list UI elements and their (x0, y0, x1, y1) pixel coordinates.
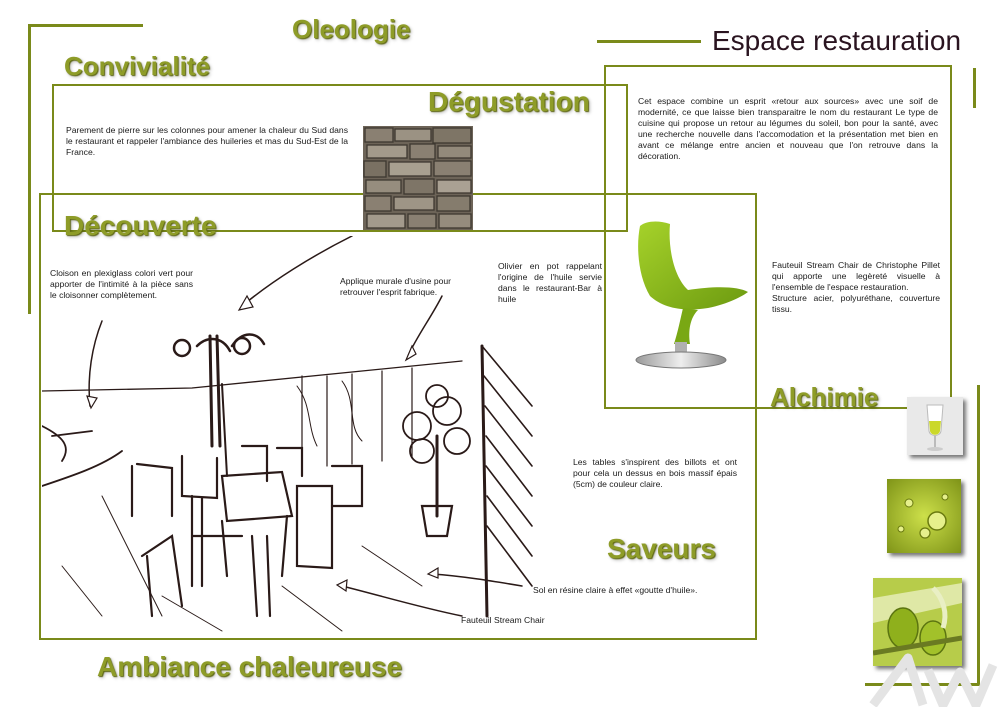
keyword-ambiance: Ambiance chaleureuse (97, 651, 403, 682)
top-left-frame-bar (28, 24, 143, 27)
watermark-logo (868, 650, 998, 707)
oleologie-heading: Oleologie (292, 14, 411, 44)
text-fauteuil-block (772, 260, 940, 315)
stream-chair-image (628, 216, 758, 376)
oil-glass-thumbnail (907, 397, 963, 455)
text-cloison: Cloison en plexiglass colori vert pour apporter de l'intimité à la pièce sans le cloisonner complètement. (50, 268, 193, 300)
text-applique: Applique murale d'usine pour retrouver l'esprit fabrique. (340, 276, 452, 297)
text-sol: Sol en résine claire à effet «goutte d'huile». (533, 585, 698, 595)
text-olivier: Olivier en pot rappelant l'origine de l'huile servie dans le restaurant-Bar à huile (498, 261, 602, 304)
restaurant-sketch (42, 236, 542, 636)
keyword-alchimie: Alchimie (770, 382, 879, 412)
header-underline-bar (597, 40, 701, 43)
text-parement: Parement de pierre sur les colonnes pour amener la chaleur du Sud dans le restaurant et rappeler l'ambiance des huileries et mas du Sud-Est de la France. (66, 125, 348, 157)
stone-wall-image (363, 126, 473, 230)
text-tables: Les tables s'inspirent des billots et ont pour cela un dessus en bois massif épais (5cm) de couleur claire. (573, 457, 737, 489)
text-fauteuil-label: Fauteuil Stream Chair (461, 615, 545, 625)
left-frame-bar (28, 24, 31, 314)
keyword-convivialite: Convivialité (64, 51, 210, 81)
keyword-decouverte: Découverte (64, 210, 217, 241)
keyword-degustation: Dégustation (428, 86, 590, 117)
text-structure: Structure acier, polyuréthane, couverture tissu. (772, 293, 940, 314)
keyword-saveurs: Saveurs (607, 533, 716, 564)
text-fauteuil: Fauteuil Stream Chair de Christophe Pillet qui apporte une legèreté visuelle à l'ensemble de l'espace restauration. (772, 260, 940, 292)
oil-drops-thumbnail (887, 479, 961, 553)
bottom-right-frame-bar-v (977, 385, 980, 685)
right-small-bar (973, 68, 976, 108)
page-title: Espace restauration (712, 25, 962, 56)
text-espace: Cet espace combine un esprit «retour aux sources» avec une soif de modernité, ce que laisse bien transparaitre le nom du restaurant Le type de cuisine qui propose un retour au légumes du soleil, bon pour la santé, avec une recherche nouvelle dans l'accomodation et la présentation met bien en avant ce mélange entre ancien et nouveau que l'on retrouve dans la décoration. (638, 96, 938, 161)
